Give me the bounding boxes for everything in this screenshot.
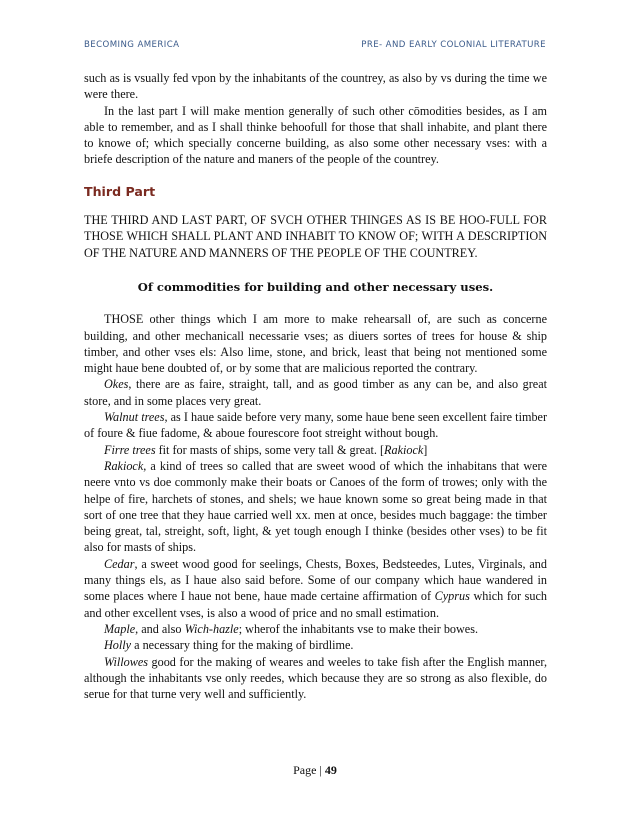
term: Holly <box>104 638 132 653</box>
paragraph: THOSE other things which I am more to make rehearsall of, are such as concerne building, and other mechanicall necessarie vses; as diuers sortes of trees for house & ship timber, and other vses els: Also lime, stone, and brick, least that being not mentioned some might haue bene doubted of, or by some that are malicious reported the contrary. <box>84 312 547 376</box>
paragraph-willowes <box>84 654 547 703</box>
paragraph-okes <box>84 376 547 409</box>
term: Wich-hazle <box>184 621 239 636</box>
running-header <box>84 40 546 50</box>
term: Walnut trees <box>104 410 165 425</box>
term: Rakiock <box>104 458 144 473</box>
paragraph-text: , and also <box>135 621 185 636</box>
paragraph-text: ; wherof the inhabitants vse to make their bowes. <box>238 621 479 636</box>
paragraph-text: good for the making of weares and weeles to take fish after the English manner, although the inhabitants vse only reedes, which because they are so strong as also flexible, do serue for that turne very well and sufficiently. <box>84 654 547 702</box>
paragraph-text: ] <box>423 442 428 457</box>
paragraph-text: , a kind of trees so called that are sweet wood of which the inhabitans that were neere vnto vs doe commonly make their boats or Canoes of the form of trowes; only with the helpe of fire, harchets of stones, and shels; we haue known some so great being made in that sort of one tree that they haue carried well xx. men at once, besides much baggage: the timber being great, tal, streight, soft, light, & yet tough enough I thinke (besides other vses) to be fit also for masts of ships. <box>84 458 547 555</box>
paragraph-maple <box>84 621 547 637</box>
section-title: Third Part <box>84 183 156 199</box>
page-number: 49 <box>324 763 337 777</box>
header-left: BECOMING AMERICA <box>84 40 180 50</box>
header-right: PRE- AND EARLY COLONIAL LITERATURE <box>361 40 546 50</box>
paragraph-firre <box>84 442 547 458</box>
paragraph-walnut <box>84 409 547 442</box>
paragraph-text: , as I haue saide before very many, some haue bene seen excellent faire timber of foure & fiue fadome, & aboue fourescore foot streight without bough. <box>84 410 548 441</box>
paragraph-text: fit for masts of ships, some very tall & great. [ <box>155 442 385 457</box>
paragraph-text: , there are as faire, straight, tall, and as good timber as any can be, and also great store, and in some places very great. <box>84 377 547 408</box>
term: Maple <box>104 621 136 636</box>
term: Willowes <box>104 654 149 669</box>
term: Firre trees <box>104 442 156 457</box>
paragraph-text: a necessary thing for the making of birdlime. <box>131 638 354 653</box>
term: Cyprus <box>434 589 470 604</box>
subheading: Of commodities for building and other necessary uses. <box>137 279 494 294</box>
term: Rakiock <box>384 442 424 457</box>
page-content <box>84 70 547 702</box>
page-label: Page <box>293 763 317 777</box>
page-footer <box>0 763 630 778</box>
paragraph-rakiock <box>84 458 547 556</box>
term: Cedar <box>104 556 135 571</box>
term: Okes <box>104 377 129 392</box>
section-caps-heading: THE THIRD AND LAST PART, OF SVCH OTHER THINGES AS IS BE HOO-FULL FOR THOSE WHICH SHALL PLANT AND INHABIT TO KNOW OF; WITH A DESCRIPTION OF THE NATURE AND MANNERS OF THE PEOPLE OF THE COUNTREY. <box>84 213 547 260</box>
paragraph-text: , a sweet wood good for seelings, Chests, Boxes, Bedsteedes, Lutes, Virginals, and many things els, as I haue also said before. Some of our company which haue wandered in some places where I haue not bene, haue made certaine affirmation of <box>84 556 547 604</box>
page-separator: | <box>316 763 325 777</box>
paragraph-holly <box>84 637 547 653</box>
paragraph: In the last part I will make mention generally of such other cōmodities besides, as I am able to remember, and as I shall thinke behoofull for those that shall inhabite, and plant there to knowe of; which specially concerne building, as also some other necessary vses: with a briefe description of the nature and maners of the people of the countrey. <box>84 103 547 167</box>
paragraph-cedar <box>84 556 547 621</box>
paragraph-text: which for such and other excellent vses, is also a wood of price and no small estimation. <box>84 589 547 620</box>
paragraph: such as is vsually fed vpon by the inhabitants of the countrey, as also by vs during the time we were there. <box>84 71 547 102</box>
